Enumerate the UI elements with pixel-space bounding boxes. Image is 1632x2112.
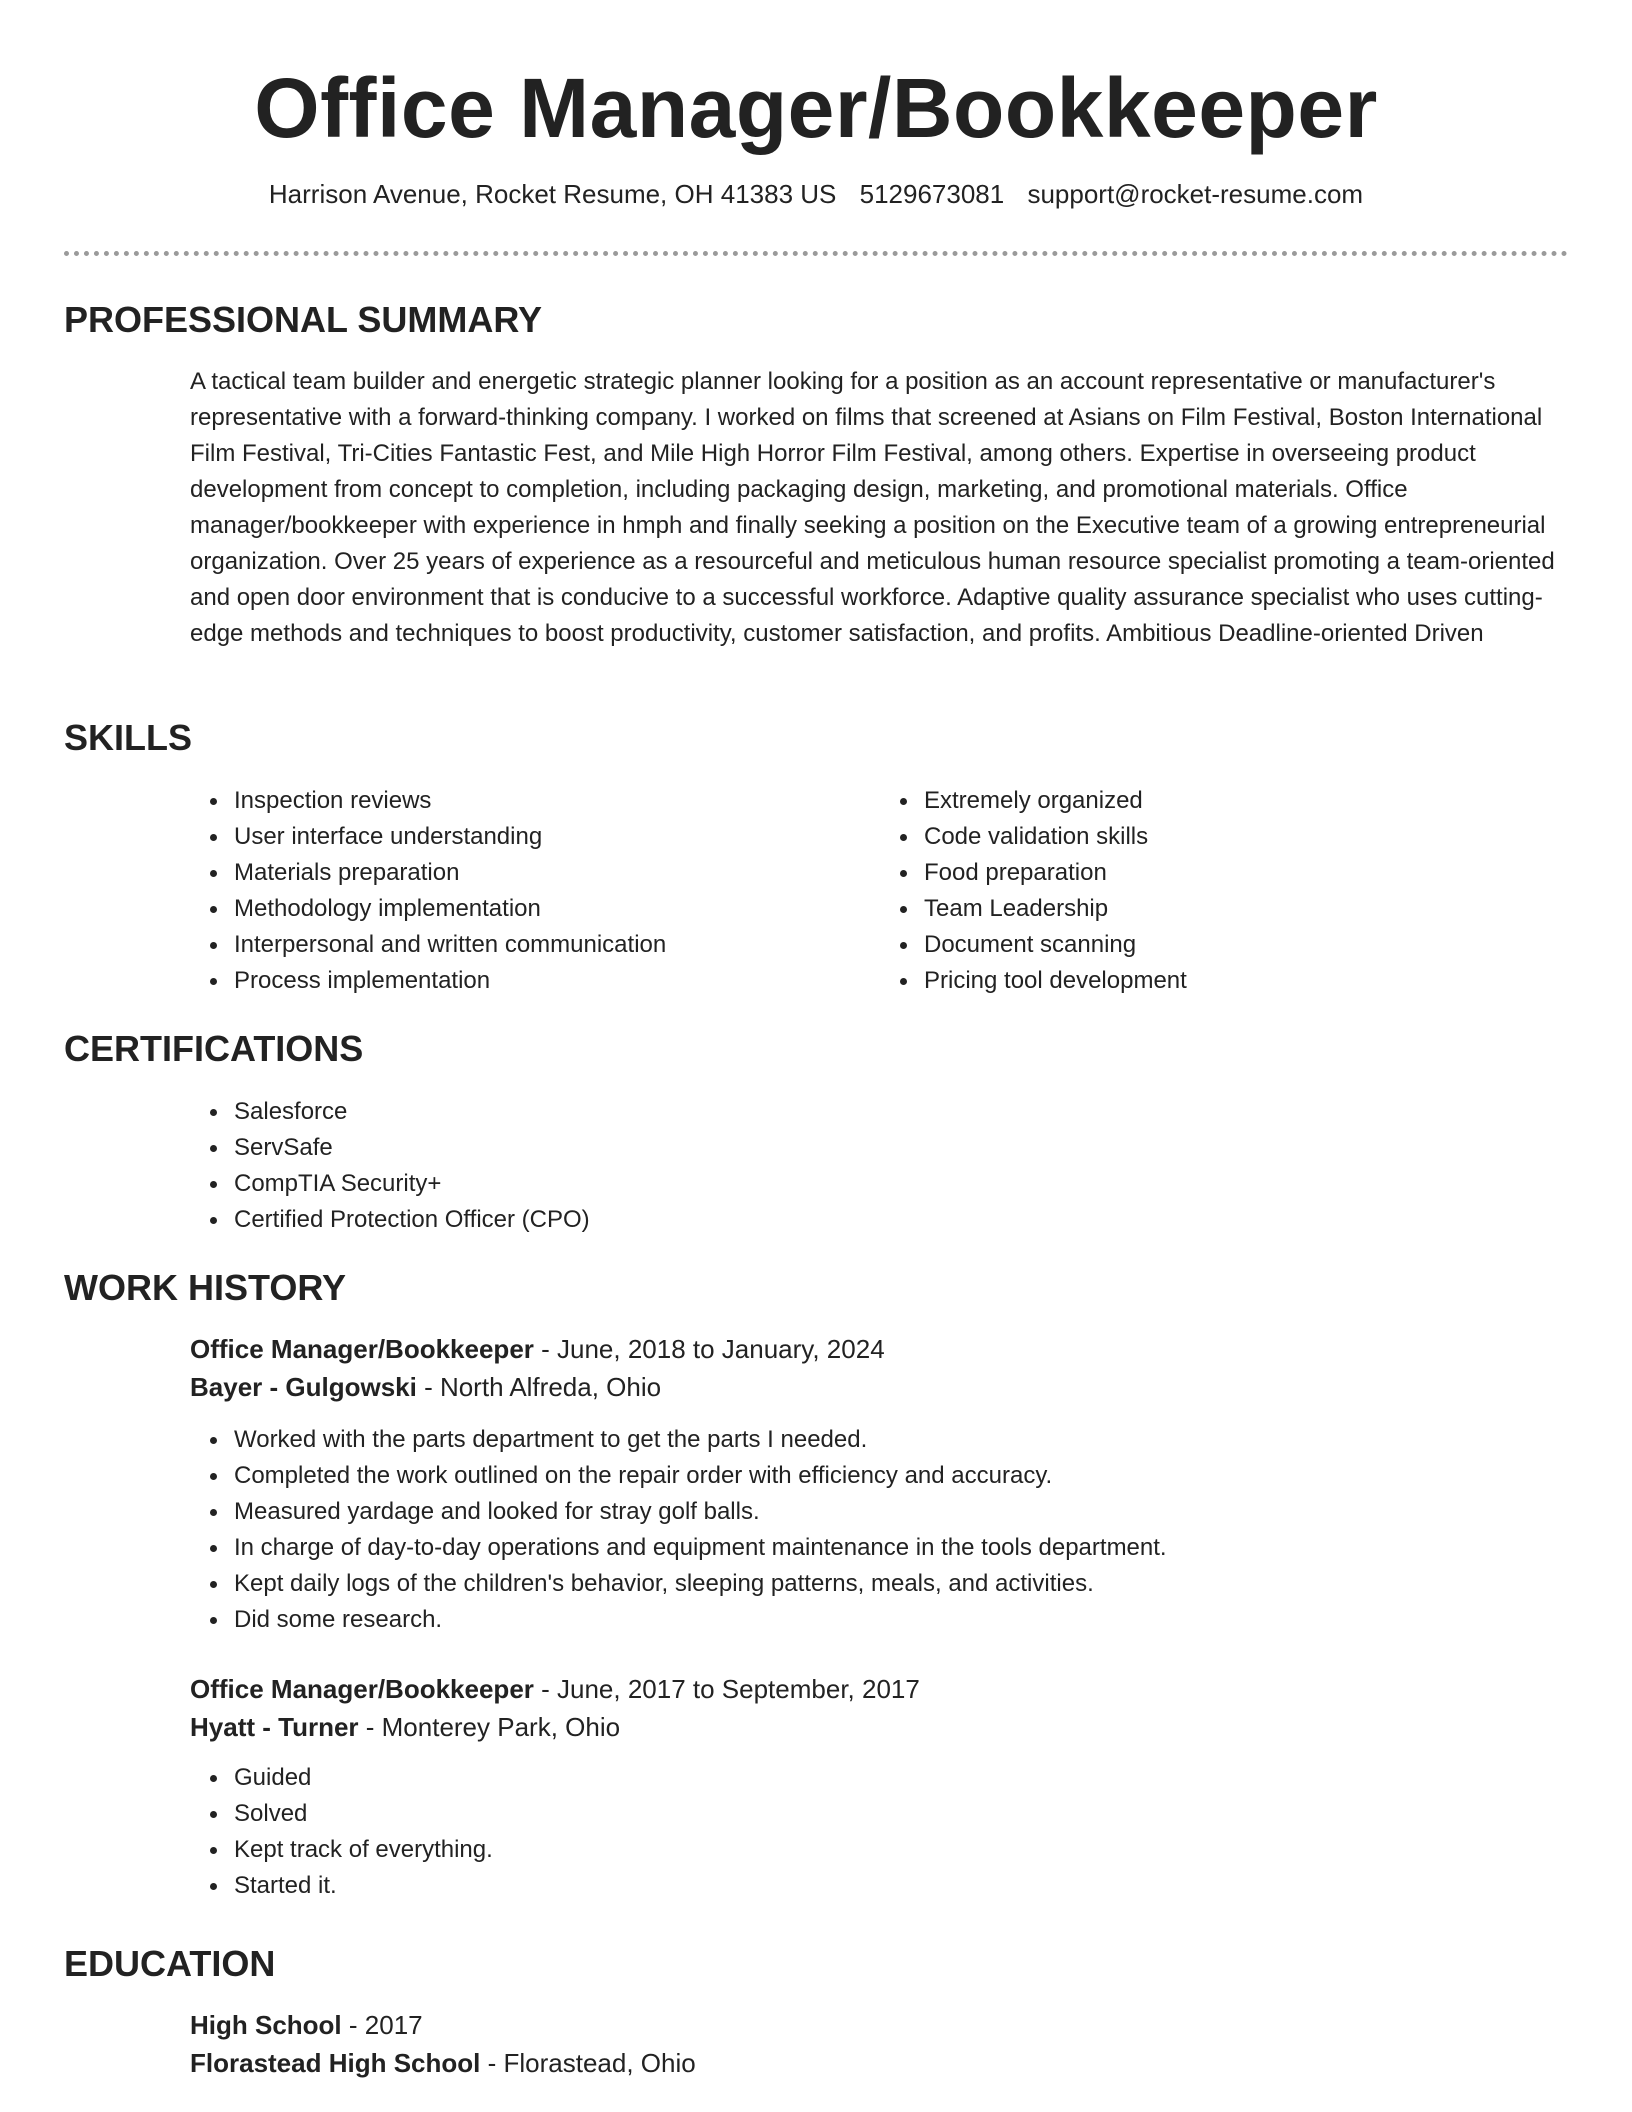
contact-line [64,178,1568,210]
job-duty: In charge of day-to-day operations and equipment maintenance in the tools department. [234,1530,1570,1566]
skill-item: Extremely organized [924,783,1570,819]
job-duties-list [190,1760,1570,1904]
certification-item: ServSafe [234,1130,1570,1166]
summary-heading: PROFESSIONAL SUMMARY [64,299,543,340]
skills-heading: SKILLS [64,717,193,758]
job-duty: Solved [234,1796,1570,1832]
certifications-list [190,1094,1570,1238]
skill-item: Process implementation [234,963,880,999]
job-duty: Started it. [234,1868,1570,1904]
job-location: - North Alfreda, Ohio [416,1372,662,1402]
certifications-heading: CERTIFICATIONS [64,1028,364,1069]
job-title-line [190,1330,1570,1368]
skill-item: Materials preparation [234,855,880,891]
header-divider [64,251,1568,256]
contact-phone: 5129673081 [859,179,1005,209]
education-school: Florastead High School [190,2048,481,2078]
certification-item: Certified Protection Officer (CPO) [234,1202,1570,1238]
certification-item: CompTIA Security+ [234,1166,1570,1202]
job-duty: Did some research. [234,1602,1570,1638]
skill-item: Team Leadership [924,891,1570,927]
summary-section [190,364,1570,652]
work-history-heading: WORK HISTORY [64,1267,347,1308]
job-duty: Completed the work outlined on the repair order with efficiency and accuracy. [234,1458,1570,1494]
skill-item: User interface understanding [234,819,880,855]
job-dates: - June, 2018 to January, 2024 [533,1334,885,1364]
education-year: - 2017 [341,2010,423,2040]
contact-email[interactable]: support@rocket-resume.com [1027,179,1364,209]
skill-item: Inspection reviews [234,783,880,819]
education-entry [190,2006,1570,2082]
education-heading: EDUCATION [64,1943,276,1984]
education-location: - Florastead, Ohio [480,2048,696,2078]
job-entry [190,1670,1570,1904]
job-title-line [190,1670,1570,1708]
education-degree: High School [190,2010,342,2040]
job-duties-list [190,1422,1570,1638]
job-entry [190,1330,1570,1638]
education-school-line [190,2044,1570,2082]
job-duty: Kept track of everything. [234,1832,1570,1868]
skills-section [190,783,1570,999]
job-company-line [190,1368,1570,1406]
skill-item: Interpersonal and written communication [234,927,880,963]
education-degree-line [190,2006,1570,2044]
certifications-section [190,1094,1570,1238]
job-company: Bayer - Gulgowski [190,1372,417,1402]
skill-item: Pricing tool development [924,963,1570,999]
skill-item: Methodology implementation [234,891,880,927]
contact-address: Harrison Avenue, Rocket Resume, OH 41383 US [268,179,837,209]
job-duty: Guided [234,1760,1570,1796]
skills-list-left [190,783,880,999]
job-role: Office Manager/Bookkeeper [190,1674,534,1704]
candidate-name: Office Manager/Bookkeeper [254,61,1378,155]
resume-page [64,0,1568,2078]
summary-text: A tactical team builder and energetic strategic planner looking for a position as an account representative or manufacturer's representative with a forward-thinking company. I worked on films that screened at Asians on Film Festival, Boston International Film Festival, Tri-Cities Fantastic Fest, and Mile High Horror Film Festival, among others. Expertise in overseeing product development from concept to completion, including packaging design, marketing, and promotional materials. Office manager/bookkeeper with experience in hmph and finally seeking a position on the Executive team of a growing entrepreneurial organization. Over 25 years of experience as a resourceful and meticulous human resource specialist promoting a team-oriented and open door environment that is conducive to a successful workforce. Adaptive quality assurance specialist who uses cutting-edge methods and techniques to boost productivity, customer satisfaction, and profits. Ambitious Deadline-oriented Driven [190,368,1555,647]
job-location: - Monterey Park, Ohio [358,1712,621,1742]
job-duty: Kept daily logs of the children's behavior, sleeping patterns, meals, and activities. [234,1566,1570,1602]
job-role: Office Manager/Bookkeeper [190,1334,534,1364]
job-duty: Worked with the parts department to get the parts I needed. [234,1422,1570,1458]
skills-list-right [880,783,1570,999]
job-company: Hyatt - Turner [190,1712,359,1742]
job-duty: Measured yardage and looked for stray golf balls. [234,1494,1570,1530]
job-company-line [190,1708,1570,1746]
skill-item: Code validation skills [924,819,1570,855]
skill-item: Food preparation [924,855,1570,891]
job-dates: - June, 2017 to September, 2017 [533,1674,920,1704]
certification-item: Salesforce [234,1094,1570,1130]
skill-item: Document scanning [924,927,1570,963]
